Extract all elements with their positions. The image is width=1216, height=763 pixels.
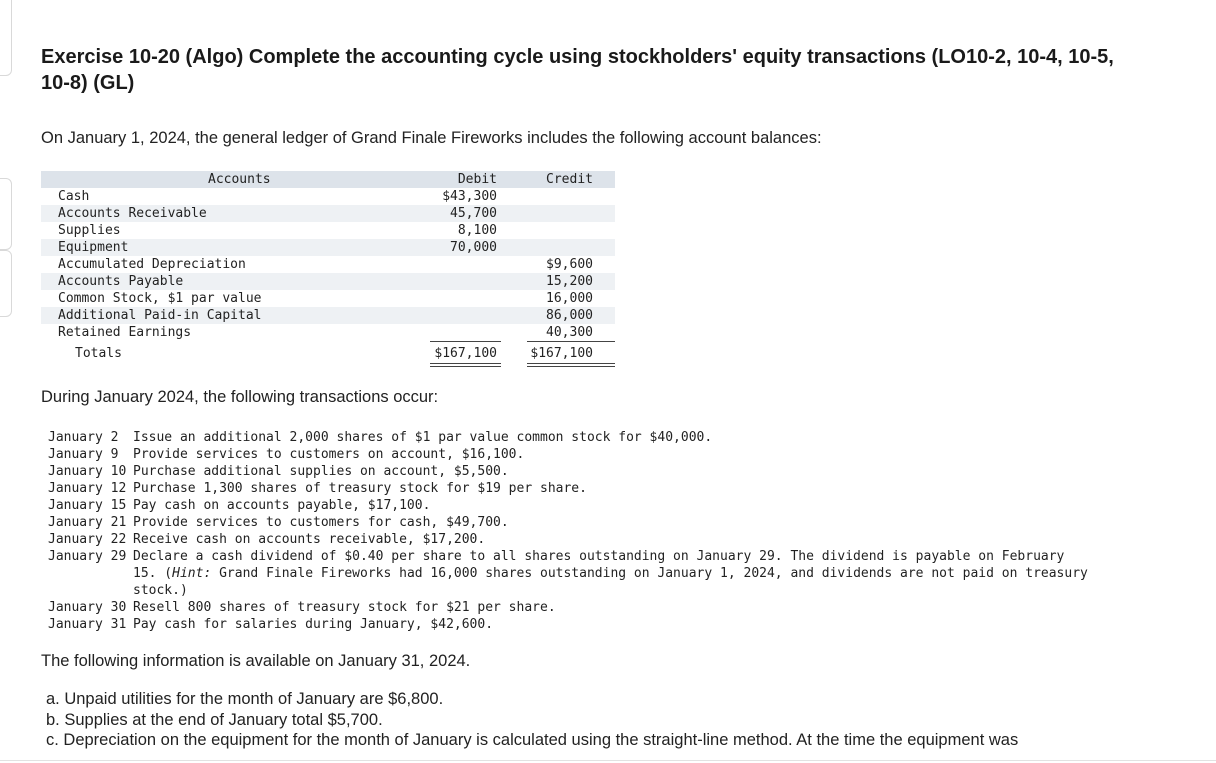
transaction-text: Receive cash on accounts receivable, $17,200.	[133, 532, 486, 547]
ledger-row	[41, 307, 615, 324]
debit-total: $167,100	[434, 346, 497, 361]
debit-value: 45,700	[450, 206, 497, 221]
side-panel-fragment	[0, 178, 12, 250]
divider	[0, 760, 1216, 761]
ledger-row	[41, 188, 615, 205]
transaction-text: Pay cash for salaries during January, $42,600.	[133, 617, 494, 632]
adjustment-item: a. Unpaid utilities for the month of January are $6,800.	[46, 690, 444, 708]
account-name: Additional Paid-in Capital	[58, 308, 262, 323]
transaction-text: Provide services to customers on account, $16,100.	[133, 447, 525, 462]
transaction-text: Issue an additional 2,000 shares of $1 par value common stock for $40,000.	[133, 430, 713, 445]
debit-double-rule	[430, 363, 501, 364]
account-name: Equipment	[58, 240, 129, 255]
info-heading: The following information is available on January 31, 2024.	[41, 652, 471, 670]
account-name: Retained Earnings	[58, 325, 192, 340]
hint-text: Grand Finale Fireworks had 16,000 shares outstanding on January 1, 2024, and dividends are not paid on treasury stock.)	[133, 566, 1088, 598]
ledger-row	[41, 239, 615, 256]
transaction-item	[48, 531, 1108, 548]
ledger-row	[41, 324, 615, 341]
ledger-row	[41, 256, 615, 273]
ledger-table	[41, 171, 615, 363]
ledger-row	[41, 205, 615, 222]
account-name: Accounts Payable	[58, 274, 184, 289]
transaction-date: January 30	[48, 600, 127, 615]
account-name: Accumulated Depreciation	[58, 257, 246, 272]
credit-double-rule	[527, 363, 615, 364]
adjustment-item: b. Supplies at the end of January total $5,700.	[46, 710, 383, 729]
transactions-heading: During January 2024, the following transactions occur:	[41, 388, 439, 406]
transaction-date: January 15	[48, 498, 127, 513]
transaction-item	[48, 514, 1108, 531]
transaction-item	[48, 463, 1108, 480]
transaction-text: Declare a cash dividend of $0.40 per share to all shares outstanding on January 29. The dividend is payable on February 15. (Hint: Grand Finale Fireworks had 16,000 shares outstanding on January 1, 2024, and dividends are not paid on treasury stock.)	[133, 549, 1088, 598]
debit-double-rule	[430, 366, 501, 367]
credit-value: 16,000	[546, 291, 593, 306]
header-credit: Credit	[546, 172, 593, 187]
account-name: Common Stock, $1 par value	[58, 291, 262, 306]
transaction-date: January 10	[48, 464, 127, 479]
totals-label: Totals	[75, 346, 122, 361]
header-accounts: Accounts	[208, 172, 271, 187]
side-panel-fragment	[0, 250, 12, 317]
ledger-row	[41, 290, 615, 307]
transaction-item	[48, 480, 1108, 497]
debit-value: $43,300	[442, 189, 497, 204]
transaction-date: January 31	[48, 617, 127, 632]
transaction-item	[48, 616, 1108, 633]
account-name: Accounts Receivable	[58, 206, 207, 221]
credit-double-rule	[527, 366, 615, 367]
ledger-row	[41, 222, 615, 239]
credit-total-rule	[527, 341, 615, 342]
intro-text: On January 1, 2024, the general ledger of Grand Finale Fireworks includes the following account balances:	[41, 129, 822, 147]
credit-value: 15,200	[546, 274, 593, 289]
transaction-text: Pay cash on accounts payable, $17,100.	[133, 498, 431, 513]
transaction-item	[48, 446, 1108, 463]
adjustment-item: c. Depreciation on the equipment for the month of January is calculated using the straight-line method. At the time the equipment was	[46, 731, 1019, 749]
dividend-text: Declare a cash dividend of $0.40 per share to all shares outstanding on January 29. The dividend is payable on February 15.	[133, 549, 1065, 581]
account-name: Supplies	[58, 223, 121, 238]
transactions-list	[48, 429, 1108, 633]
transaction-date: January 9	[48, 447, 119, 462]
ledger-row	[41, 273, 615, 290]
ledger-totals-row	[41, 341, 615, 363]
transaction-item	[48, 497, 1108, 514]
account-name: Cash	[58, 189, 90, 204]
transaction-text: Resell 800 shares of treasury stock for $21 per share.	[133, 600, 556, 615]
credit-total: $167,100	[530, 346, 593, 361]
transaction-text: Purchase additional supplies on account, $5,500.	[133, 464, 509, 479]
transaction-date: January 2	[48, 430, 119, 445]
exercise-title: Exercise 10-20 (Algo) Complete the accounting cycle using stockholders' equity transactions (LO10-2, 10-4, 10-5, 10-8) (GL)	[41, 46, 1114, 94]
header-debit: Debit	[457, 172, 497, 187]
credit-value: 40,300	[546, 325, 593, 340]
transaction-item	[48, 429, 1108, 446]
debit-total-rule	[430, 341, 501, 342]
transaction-date: January 22	[48, 532, 127, 547]
hint-label: Hint:	[172, 566, 212, 581]
transaction-date: January 29	[48, 549, 127, 564]
credit-value: 86,000	[546, 308, 593, 323]
debit-value: 8,100	[457, 223, 497, 238]
transaction-text: Purchase 1,300 shares of treasury stock for $19 per share.	[133, 481, 587, 496]
transaction-date: January 21	[48, 515, 127, 530]
transaction-text: Provide services to customers for cash, $49,700.	[133, 515, 509, 530]
debit-value: 70,000	[450, 240, 497, 255]
transaction-item	[48, 548, 1108, 599]
side-panel-fragment	[0, 0, 12, 76]
transaction-item	[48, 599, 1108, 616]
transaction-date: January 12	[48, 481, 127, 496]
credit-value: $9,600	[546, 257, 593, 272]
adjustment-list	[46, 689, 1018, 751]
ledger-header	[41, 171, 615, 188]
